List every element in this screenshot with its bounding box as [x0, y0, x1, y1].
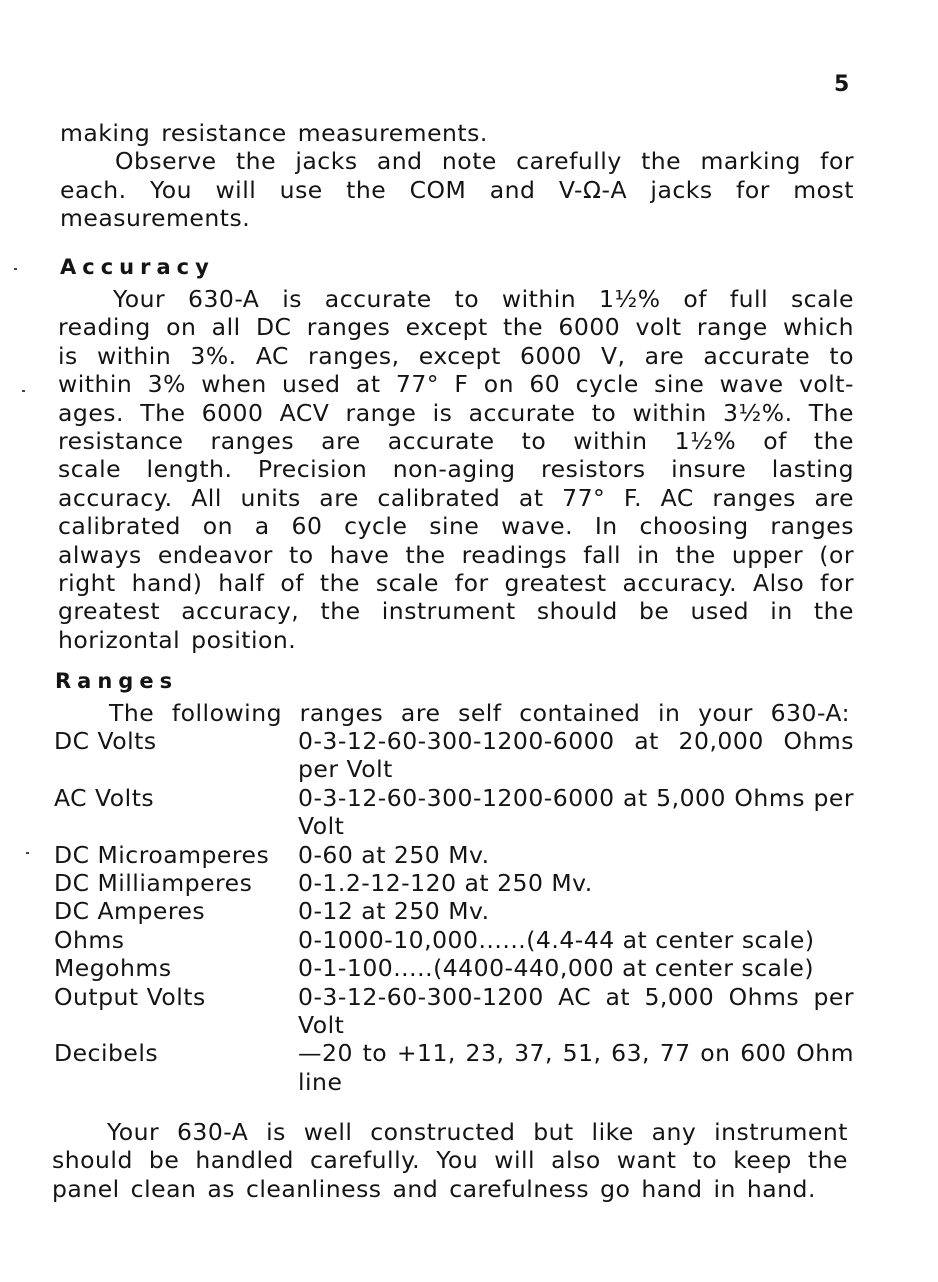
scan-speck	[26, 852, 29, 854]
range-label: DC Microamperes	[54, 840, 270, 869]
range-row	[54, 727, 854, 784]
range-value	[298, 954, 854, 982]
scan-speck	[14, 268, 17, 270]
range-label: DC Volts	[54, 727, 157, 755]
accuracy-line: greatest accuracy, the instrument should be used in the	[58, 597, 854, 626]
closing-line: panel clean as cleanliness and carefulness go hand in hand.	[52, 1174, 816, 1203]
range-value-line: per Volt	[298, 755, 393, 784]
range-label: DC Milliamperes	[54, 869, 253, 898]
range-row	[54, 926, 854, 954]
accuracy-line: horizontal position.	[58, 625, 297, 654]
accuracy-line: ages. The 6000 ACV range is accurate to within 3½%. The	[58, 398, 854, 427]
range-value	[298, 897, 854, 925]
accuracy-line: always endeavor to have the readings fall in the upper (or	[58, 540, 854, 569]
range-label: Ohms	[54, 925, 125, 954]
range-label: AC Volts	[54, 783, 155, 812]
intro-para-line-2: each. You will use the COM and V-Ω-A jacks for most	[60, 175, 854, 204]
range-row	[54, 954, 854, 982]
closing-line: Your 630-A is well constructed but like any instrument	[107, 1118, 848, 1146]
intro-para-line-3: measurements.	[60, 204, 251, 233]
range-value-line: 0-12 at 250 Mv.	[298, 897, 490, 926]
range-value	[298, 926, 854, 954]
range-value-line: 0-60 at 250 Mv.	[298, 840, 490, 869]
accuracy-line: reading on all DC ranges except the 6000 volt range which	[58, 313, 854, 342]
intro-line-1: making resistance measurements.	[60, 119, 488, 147]
range-row	[54, 841, 854, 869]
range-value	[298, 841, 854, 869]
range-value-line: Volt	[298, 1011, 345, 1040]
accuracy-line: calibrated on a 60 cycle sine wave. In choosing ranges	[58, 512, 854, 541]
accuracy-line: within 3% when used at 77° F on 60 cycle sine wave volt-	[58, 370, 854, 399]
range-row	[54, 983, 854, 1040]
accuracy-line: accuracy. All units are calibrated at 77° F. AC ranges are	[58, 483, 854, 512]
range-value-line: 0-1-100.....(4400-440,000 at center scale)	[298, 954, 815, 983]
accuracy-line: scale length. Precision non-aging resistors insure lasting	[58, 455, 854, 484]
ranges-intro-line: The following ranges are self contained in your 630-A:	[109, 699, 850, 727]
range-row	[54, 897, 854, 925]
intro-text	[60, 119, 854, 233]
accuracy-line: resistance ranges are accurate to within 1½% of the	[58, 427, 854, 456]
range-value	[298, 869, 854, 897]
accuracy-line: right hand) half of the scale for greatest accuracy. Also for	[58, 569, 854, 598]
ranges-intro	[54, 699, 850, 727]
closing-paragraph	[52, 1118, 848, 1203]
range-label: DC Amperes	[54, 897, 206, 926]
range-value-line: 0-3-12-60-300-1200-6000 at 5,000 Ohms per	[298, 783, 854, 812]
range-value-line: 0-3-12-60-300-1200-6000 at 20,000 Ohms	[298, 727, 854, 755]
closing-line: should be handled carefully. You will also want to keep the	[52, 1146, 848, 1175]
accuracy-heading: Accuracy	[60, 255, 215, 279]
ranges-heading: Ranges	[55, 669, 179, 693]
range-value-line: line	[298, 1067, 343, 1096]
range-value	[298, 1039, 854, 1096]
range-row	[54, 1039, 854, 1096]
range-label: Output Volts	[54, 982, 206, 1011]
range-value	[298, 727, 854, 784]
range-row	[54, 784, 854, 841]
accuracy-line: Your 630-A is accurate to within 1½% of full scale	[113, 285, 854, 313]
range-value-line: 0-1.2-12-120 at 250 Mv.	[298, 869, 593, 898]
range-row	[54, 869, 854, 897]
range-label: Megohms	[54, 954, 172, 983]
intro-para-line-1: Observe the jacks and note carefully the marking for	[115, 147, 854, 176]
range-value-line: 0-3-12-60-300-1200 AC at 5,000 Ohms per	[298, 982, 854, 1011]
accuracy-line: is within 3%. AC ranges, except 6000 V, are accurate to	[58, 341, 854, 370]
range-label: Decibels	[54, 1039, 159, 1068]
accuracy-paragraph	[58, 285, 854, 654]
scan-speck	[22, 390, 25, 392]
range-value-line: —20 to +11, 23, 37, 51, 63, 77 on 600 Ohm	[298, 1039, 854, 1068]
ranges-table	[54, 727, 854, 1096]
range-value-line: Volt	[298, 812, 345, 841]
range-value	[298, 983, 854, 1040]
range-value-line: 0-1000-10,000......(4.4-44 at center scale)	[298, 925, 815, 954]
page-number: 5	[834, 72, 850, 97]
range-value	[298, 784, 854, 841]
